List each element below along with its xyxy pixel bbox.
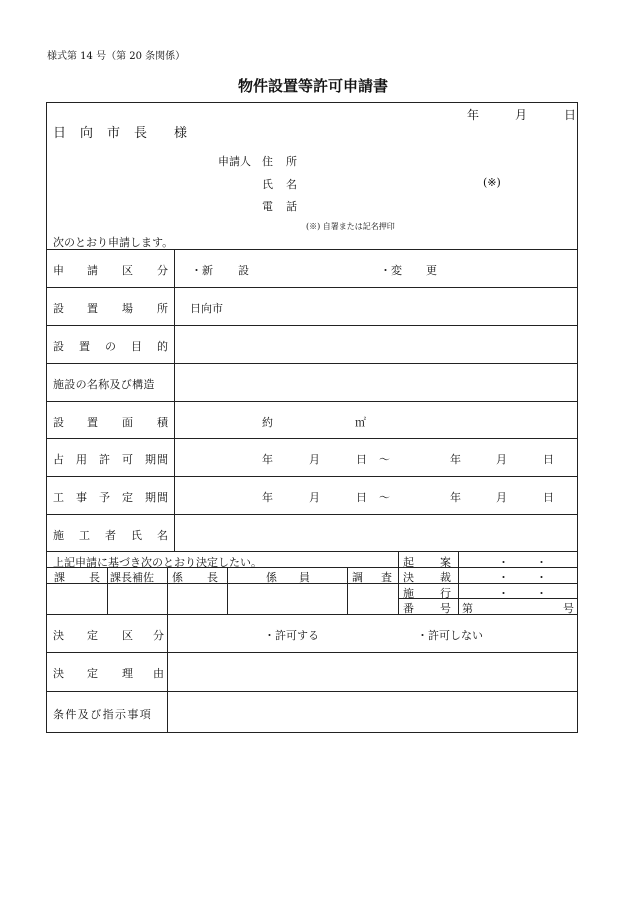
- form-number: 様式第 14 号（第 20 条関係）: [47, 51, 186, 62]
- phone-label: 電: [262, 200, 273, 213]
- location-value: 日向市: [190, 302, 223, 315]
- applicant-label: 申請人: [218, 155, 251, 168]
- signature-note: (※) 自署または記名押印: [306, 222, 395, 231]
- signature-mark: (※): [483, 176, 501, 189]
- date-month-label: 月: [515, 108, 528, 122]
- address-label: 住: [262, 155, 273, 168]
- decision-intro: 上記申請に基づき次のとおり決定したい。: [53, 556, 262, 569]
- option-reject: ・許可しない: [417, 629, 483, 642]
- intro-text: 次のとおり申請します。: [53, 236, 174, 249]
- date-year-label: 年: [467, 108, 480, 122]
- application-table: [46, 102, 578, 552]
- form-title: 物件設置等許可申請書: [238, 77, 389, 95]
- name-label: 氏: [262, 178, 273, 191]
- date-day-label: 日: [564, 108, 577, 122]
- option-change: ・変: [380, 264, 402, 277]
- option-new: ・新: [191, 264, 213, 277]
- option-approve: ・許可する: [264, 629, 319, 642]
